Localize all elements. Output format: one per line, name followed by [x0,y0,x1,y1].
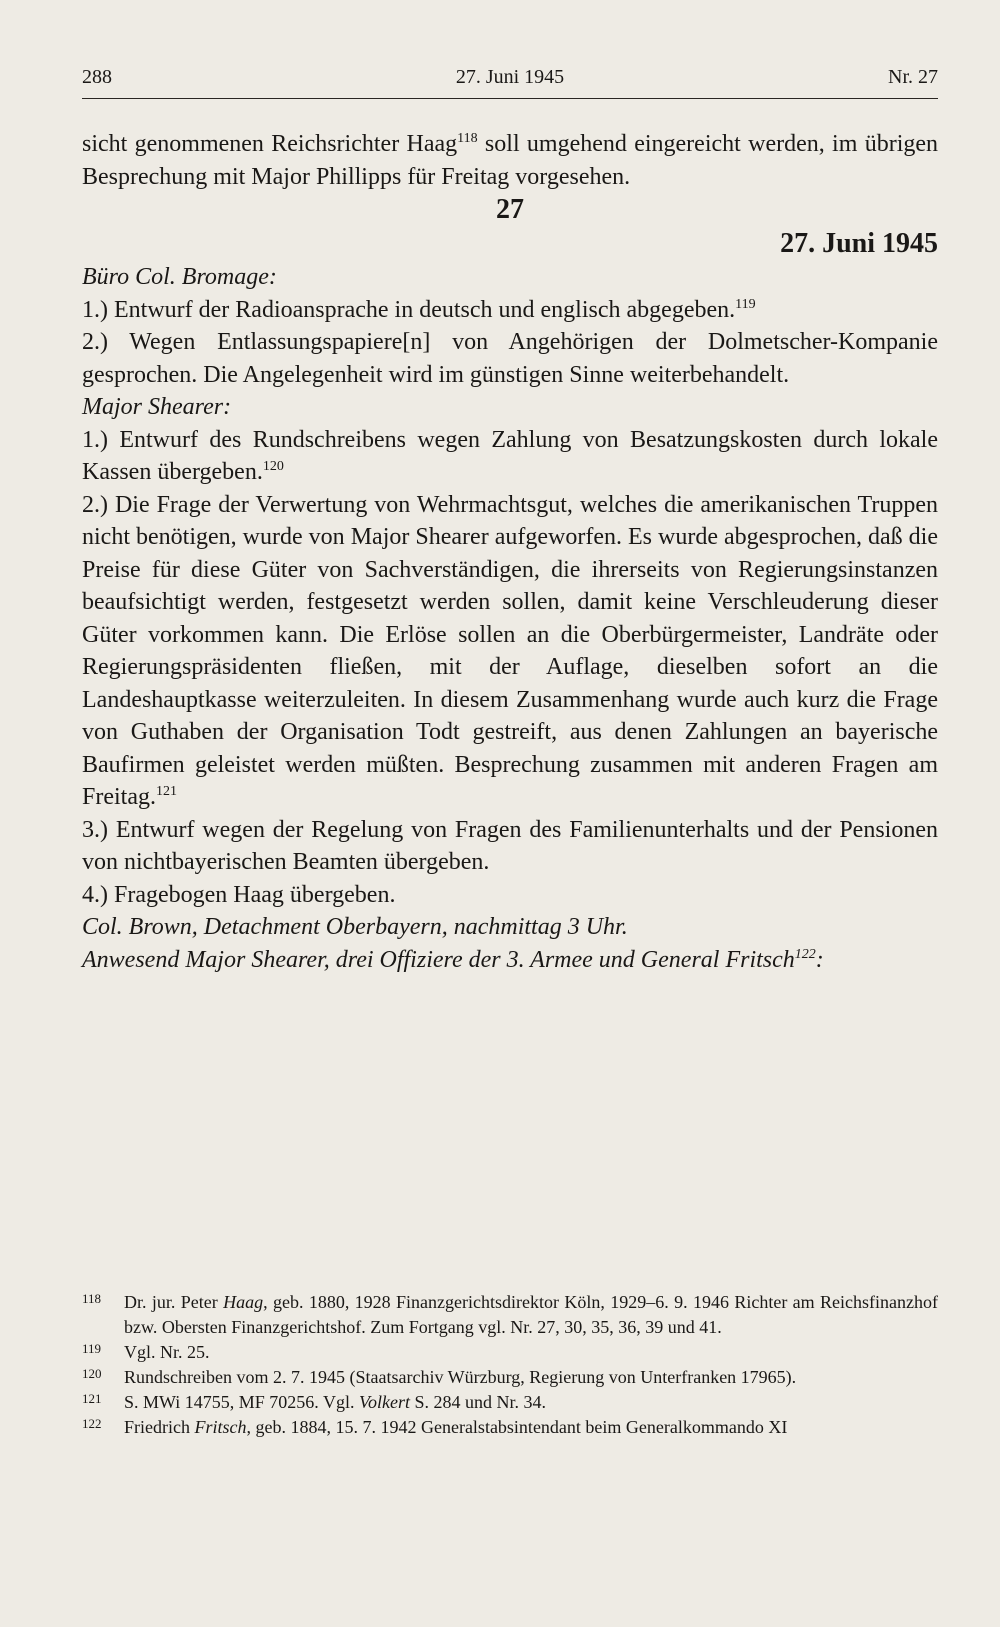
list-item: 3.) Entwurf wegen der Regelung von Fragen des Familienunterhalts und der Pensionen von nichtbayerischen Beamten übergeben. [82,816,938,875]
section-heading-bromage: Büro Col. Bromage: [82,264,277,290]
footnote-number: 120 [82,1366,102,1381]
footnote-ref-121[interactable]: 121 [155,784,177,799]
page-number: 288 [82,66,112,88]
section-heading-shearer: Major Shearer: [82,394,232,420]
footnote-ref-120[interactable]: 120 [262,459,284,474]
footnote-number: 119 [82,1341,102,1356]
footnote-number: 122 [82,1416,102,1431]
footnote: 121 S. MWi 14755, MF 70256. Vgl. Volkert S. 284 und Nr. 34. [82,1390,938,1415]
header-date: 27. Juni 1945 [455,66,565,88]
footnote: 122 Friedrich Fritsch, geb. 1884, 15. 7. 1942 Generalstabsintendant beim Generalkommando XI [82,1415,938,1440]
footnote-number: 118 [82,1291,102,1306]
document-date: 27. Juni 1945 [780,228,938,259]
footnote: 120 Rundschreiben vom 2. 7. 1945 (Staatsarchiv Würzburg, Regierung von Unterfranken 17965). [82,1365,938,1390]
header-doc-ref: Nr. 27 [888,66,938,88]
list-item: 2.) Wegen Entlassungspapiere[n] von Angehörigen der Dolmetscher-Kompanie gesprochen. Die Angelegenheit wird im günstigen Sinne weiterbehandelt. [82,329,938,388]
intro-paragraph: sicht genommenen Reichsrichter Haag$^{118}$ soll umgehend eingereicht werden, im übrigen Besprechung mit Major Phillipps für Freitag vorgesehen. [82,131,939,190]
footnote-ref-118[interactable]: 118 [457,131,478,146]
list-item: 1.) Entwurf der Radioansprache in deutsch und englisch abgegeben.$^{119}$ [82,296,756,323]
attendees-line: Anwesend Major Shearer, drei Offiziere der 3. Armee und General Fritsch$^{122}$: [82,946,824,973]
footnote-number: 121 [82,1391,102,1406]
footnote-ref-119[interactable]: 119 [735,296,756,312]
list-item: 1.) Entwurf des Rundschreibens wegen Zahlung von Besatzungskosten durch lokale Kassen übergeben.$^{120}$ [82,426,938,485]
list-item: 4.) Fragebogen Haag übergeben. [82,881,396,908]
list-item: 2.) Die Frage der Verwertung von Wehrmachtsgut, welches die amerikanischen Truppen nicht benötigen, wurde von Major Shearer aufgeworfen. Es wurde abgesprochen, daß die Preise für diese Güter von Sachverständigen, die ihrerseits von Regierungsinstanzen beaufsichtigt werden, festgesetzt werden sollen, damit keine Verschleuderung dieser Güter vorkommen kann. Die Erlöse sollen an die Oberbürgermeister, Landräte oder Regierungspräsidenten fließen, mit der Auflage, dieselben sofort an die Landeshauptkasse weiterzuleiten. In diesem Zusammenhang wurde auch kurz die Frage von Guthaben der Organisation Todt gestreift, aus denen Zahlungen an bayerische Baufirmen geleistet werden müßten. Besprechung zusammen mit anderen Fragen am Freitag.$^{121}$ [82,491,938,810]
body-text [82,128,938,976]
running-head [82,62,938,99]
footnotes [82,1290,938,1440]
document-number: 27 [496,194,524,225]
footnote: 118 Dr. jur. Peter Haag, geb. 1880, 1928 Finanzgerichtsdirektor Köln, 1929–6. 9. 1946 Richter am Reichsfinanzhof bzw. Obersten Finanzgerichtshof. Zum Fortgang vgl. Nr. 27, 30, 35, 36, 39 und 41. [82,1290,938,1340]
footnote: 119 Vgl. Nr. 25. [82,1340,938,1365]
meeting-line: Col. Brown, Detachment Oberbayern, nachmittag 3 Uhr. [82,914,628,940]
footnote-ref-122[interactable]: 122 [794,946,816,962]
